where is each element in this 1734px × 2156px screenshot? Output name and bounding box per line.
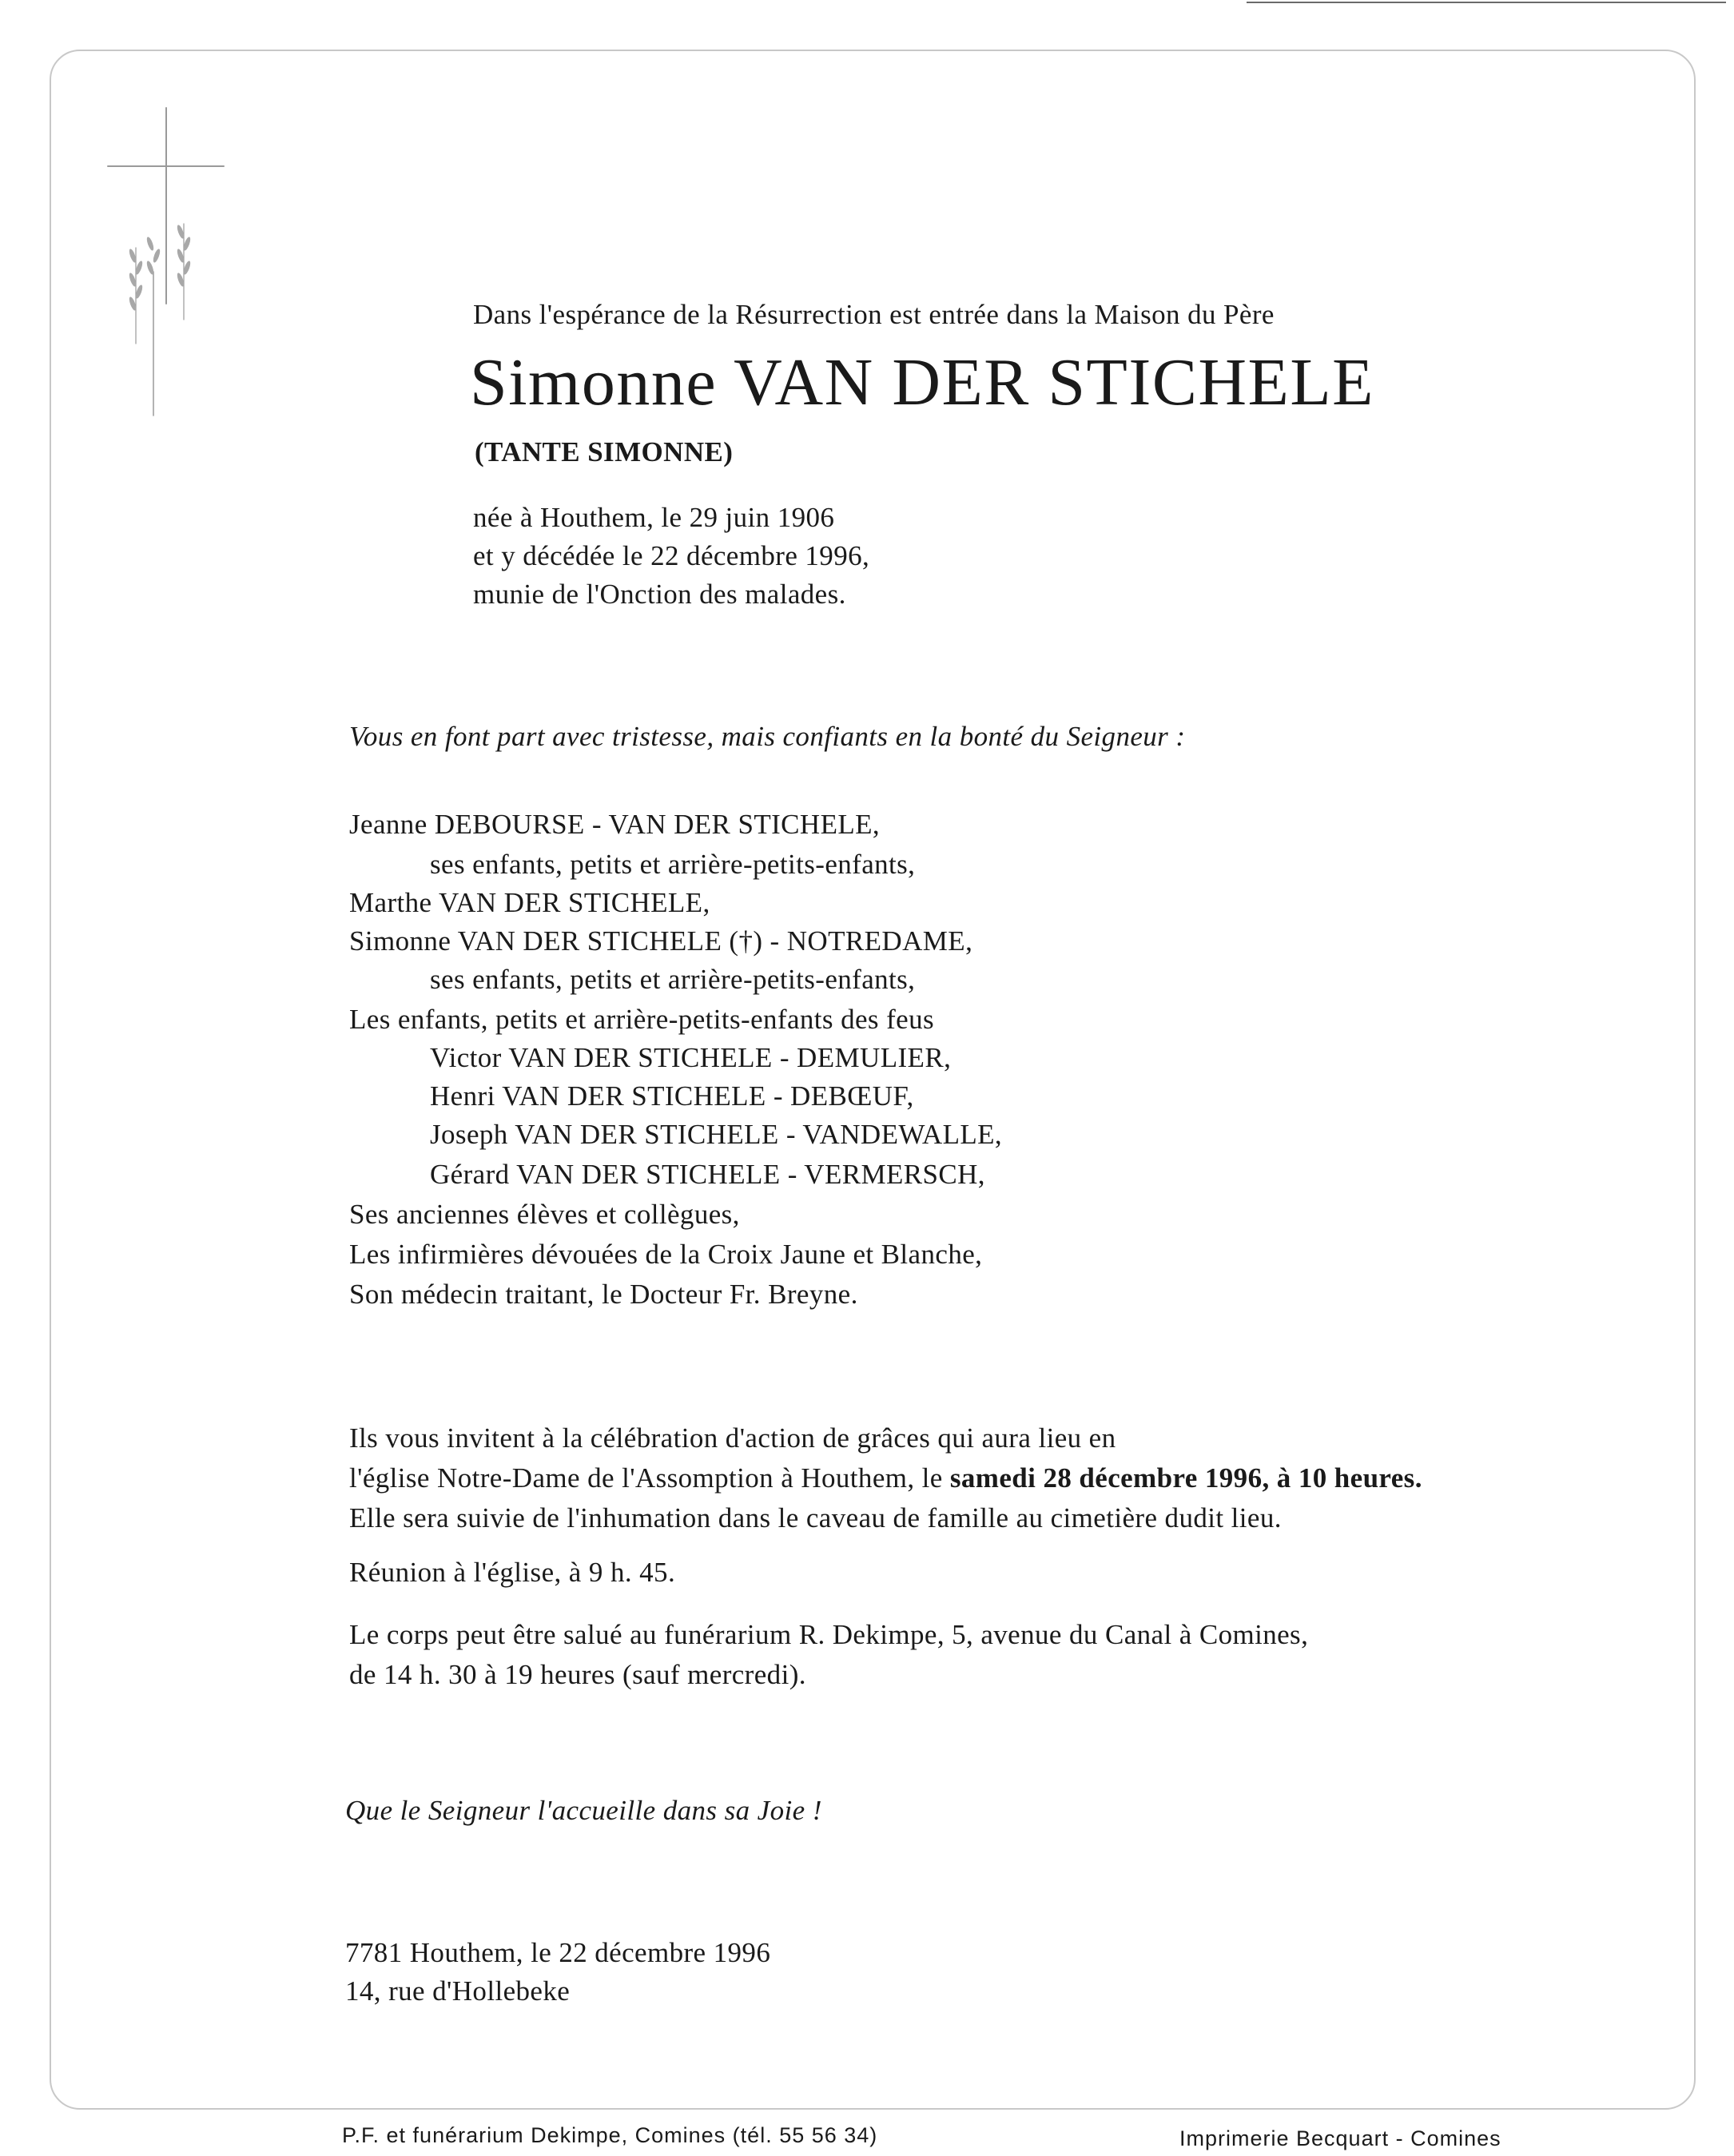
address-street: 14, rue d'Hollebeke — [345, 1975, 571, 2007]
family-line: Ses anciennes élèves et collègues, — [349, 1199, 740, 1230]
ceremony-line — [349, 1462, 1422, 1494]
intro-line: Dans l'espérance de la Résurrection est entrée dans la Maison du Père — [473, 299, 1275, 330]
blessing-line: Que le Seigneur l'accueille dans sa Joie ! — [345, 1795, 822, 1826]
funeral-home-footer: P.F. et funérarium Dekimpe, Comines (tél. 55 56 34) — [342, 2123, 878, 2147]
family-line: Son médecin traitant, le Docteur Fr. Breyne. — [349, 1279, 858, 1310]
family-line: Les infirmières dévouées de la Croix Jaune et Blanche, — [349, 1239, 983, 1270]
printer-footer: Imprimerie Becquart - Comines — [1179, 2126, 1501, 2150]
family-line: Jeanne DEBOURSE - VAN DER STICHELE, — [349, 809, 881, 840]
ceremony-line: Ils vous invitent à la célébration d'action de grâces qui aura lieu en — [349, 1422, 1116, 1454]
family-line: Joseph VAN DER STICHELE - VANDEWALLE, — [430, 1119, 1003, 1150]
family-line: Henri VAN DER STICHELE - DEBŒUF, — [430, 1080, 914, 1112]
announcement-line: Vous en font part avec tristesse, mais confiants en la bonté du Seigneur : — [349, 721, 1186, 752]
sacrament-line: munie de l'Onction des malades. — [473, 579, 846, 610]
family-line: Simonne VAN DER STICHELE (†) - NOTREDAME, — [349, 925, 973, 957]
deceased-name: Simonne VAN DER STICHELE — [470, 345, 1374, 420]
cross-and-wheat-icon — [104, 104, 232, 424]
viewing-line: Le corps peut être salué au funérarium R. Dekimpe, 5, avenue du Canal à Comines, — [349, 1619, 1309, 1650]
meeting-line: Réunion à l'église, à 9 h. 45. — [349, 1557, 676, 1588]
family-line: ses enfants, petits et arrière-petits-enfants, — [430, 849, 916, 880]
family-line: Victor VAN DER STICHELE - DEMULIER, — [430, 1042, 952, 1073]
death-line: et y décédée le 22 décembre 1996, — [473, 540, 870, 571]
nickname: (TANTE SIMONNE) — [475, 436, 734, 467]
ceremony-line: Elle sera suivie de l'inhumation dans le caveau de famille au cimetière dudit lieu. — [349, 1502, 1282, 1533]
family-line: Gérard VAN DER STICHELE - VERMERSCH, — [430, 1159, 985, 1190]
family-line: Les enfants, petits et arrière-petits-enfants des feus — [349, 1004, 935, 1035]
viewing-line: de 14 h. 30 à 19 heures (sauf mercredi). — [349, 1659, 806, 1690]
family-line: ses enfants, petits et arrière-petits-enfants, — [430, 964, 916, 995]
birth-line: née à Houthem, le 29 juin 1906 — [473, 502, 835, 533]
ceremony-date-time: samedi 28 décembre 1996, à 10 heures. — [949, 1462, 1422, 1494]
ceremony-church: l'église Notre-Dame de l'Assomption à Houthem, le — [349, 1462, 950, 1494]
family-line: Marthe VAN DER STICHELE, — [349, 887, 710, 918]
scan-edge-line — [1247, 2, 1726, 3]
address-place-date: 7781 Houthem, le 22 décembre 1996 — [345, 1937, 771, 1968]
